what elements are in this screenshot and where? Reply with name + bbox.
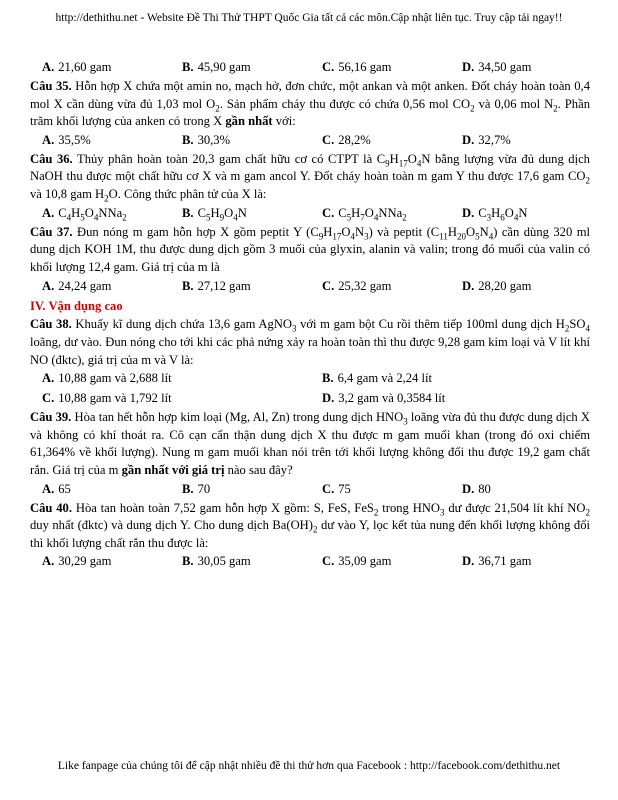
q37-option-d: D. 28,20 gam (462, 278, 532, 293)
q38-answers-row1 (30, 369, 590, 389)
q40-option-b: B. 30,05 gam (182, 554, 251, 569)
q40-option-d: D. 36,71 gam (462, 554, 532, 569)
question-number: Câu 39. (30, 410, 72, 425)
q39-option-a: A. 65 (42, 481, 71, 496)
q37-option-c: C. 25,32 gam (322, 278, 392, 293)
q35-option-a: A. 35,5% (42, 132, 91, 147)
q39-option-d: D. 80 (462, 481, 491, 496)
q40-answers (30, 552, 590, 572)
q39-answers (30, 480, 590, 500)
q34-option-a: A. 21,60 gam (42, 60, 112, 75)
q37-answers (30, 276, 590, 296)
q35-option-b: B. 30,3% (182, 132, 231, 147)
question-36: Câu 36. Thủy phân hoàn toàn 20,3 gam chất hữu cơ có CTPT là $C_9H_{17}O_4N$ bằng lượng vừa đủ dung dịch NaOH thu được một chất hữu cơ X và m gam ancol Y. Đốt cháy hoàn toàn m gam Y thu được 17,6 gam $CO_2$ và 10,8 gam $H_2O$. Công thức phân tử của X là: (30, 151, 590, 204)
q36-option-d: D. $C_3H_6O_4N$ (462, 205, 528, 223)
q37-option-b: B. 27,12 gam (182, 278, 251, 293)
q34-option-d: D. 34,50 gam (462, 60, 532, 75)
q36-answers (30, 204, 590, 224)
q36-option-c: C. $C_5H_7O_4NNa_2$ (322, 205, 407, 223)
page-header (0, 12, 618, 24)
q37-option-a: A. 24,24 gam (42, 278, 112, 293)
page-footer (0, 760, 618, 772)
q36-option-a: A. $C_4H_5O_4NNa_2$ (42, 205, 127, 223)
q38-option-a: A. 10,88 gam và 2,688 lít (42, 371, 172, 386)
q35-answers (30, 131, 590, 151)
q34-option-b: B. 45,90 gam (182, 60, 251, 75)
q35-option-d: D. 32,7% (462, 132, 511, 147)
header-text[interactable]: http://dethithu.net - Website Đề Thi Thử THPT Quốc Gia tất cả các môn.Cập nhật liên tục. Truy cập tải ngay!! (55, 12, 563, 24)
q36-option-b: B. $C_5H_9O_4N$ (182, 205, 247, 223)
footer-text[interactable]: Like fanpage của chúng tôi để cập nhật nhiều đề thi thử hơn qua Facebook : http://facebook.com/dethithu.net (57, 760, 561, 772)
section-heading: IV. Vận dụng cao (30, 299, 123, 314)
q38-option-b: B. 6,4 gam và 2,24 lít (322, 371, 433, 386)
q39-option-b: B. 70 (182, 481, 211, 496)
q38-answers-row2 (30, 389, 590, 409)
question-38: Câu 38. Khuấy kĩ dung dịch chứa 13,6 gam AgNO$_3$ với m gam bột Cu rồi thêm tiếp 100ml dung dịch $H_2SO_4$ loãng, dư vào. Đun nóng cho tới khi các phả nứng xảy ra hoàn toàn thì thu được 9,28 gam kim loại và V lít khí NO (đktc), giá trị của m và V là: (30, 317, 590, 367)
q38-option-c: C. 10,88 gam và 1,792 lít (42, 391, 172, 406)
question-37: Câu 37. Đun nóng m gam hỗn hợp X gồm peptit Y $(C_9H_{17}O_4N_3)$ và peptit $(C_{11}H_{20}O_5N_4)$ cần dùng 320 ml dung dịch KOH 1M, thu được dung dịch gồm 3 muối của glyxin, alanin và valin; trong đó muối của valin có khối lượng 12,4 gam. Giá trị của m là (30, 224, 590, 274)
q40-option-a: A. 30,29 gam (42, 554, 112, 569)
question-number: Câu 40. (30, 500, 72, 515)
question-number: Câu 35. (30, 79, 72, 93)
q40-option-c: C. 35,09 gam (322, 554, 392, 569)
q34-answers (30, 58, 590, 78)
q35-option-c: C. 28,2% (322, 132, 371, 147)
question-number: Câu 38. (30, 317, 72, 332)
q39-option-c: C. 75 (322, 481, 351, 496)
q38-option-d: D. 3,2 gam và 0,3584 lít (322, 391, 446, 406)
question-35: Câu 35. Hỗn hợp X chứa một amin no, mạch hở, đơn chức, một ankan và một anken. Đốt cháy hoàn toàn 0,4 mol X cần dùng vừa đủ 1,03 mol $O_2$. Sản phẩm cháy thu được có chứa 0,56 mol $CO_2$ và 0,06 mol $N_2$. Phần trăm khối lượng của anken có trong X gần nhất với: (30, 79, 590, 129)
question-39: Câu 39. Hòa tan hết hỗn hợp kim loại (Mg, Al, Zn) trong dung dịch $HNO_3$ loãng vừa đủ thu được dung dịch X và không có khí thoát ra. Cô cạn cẩn thận dung dịch X thu được m gam muối khan (trong đó oxi chiếm 61,364% về khối lượng). Nung m gam muối khan nói trên tới khối lượng không đổi thu được 19,2 gam chất rắn. Giá trị của m gần nhất với giá trị nào sau đây? (30, 410, 590, 477)
question-number: Câu 37. (30, 224, 73, 239)
question-40: Câu 40. Hòa tan hoàn toàn 7,52 gam hỗn hợp X gồm: S, FeS, FeS$_2$ trong $HNO_3$ dư được 21,504 lít khí $NO_2$ duy nhất (đktc) và dung dịch Y. Cho dung dịch $Ba(OH)_2$ dư vào Y, lọc kết tủa nung đến khối lượng không đổi thì khối lượng chất rắn thu được là: (30, 500, 591, 550)
page-content (30, 58, 590, 572)
question-number: Câu 36. (30, 151, 73, 166)
q34-option-c: C. 56,16 gam (322, 60, 392, 75)
